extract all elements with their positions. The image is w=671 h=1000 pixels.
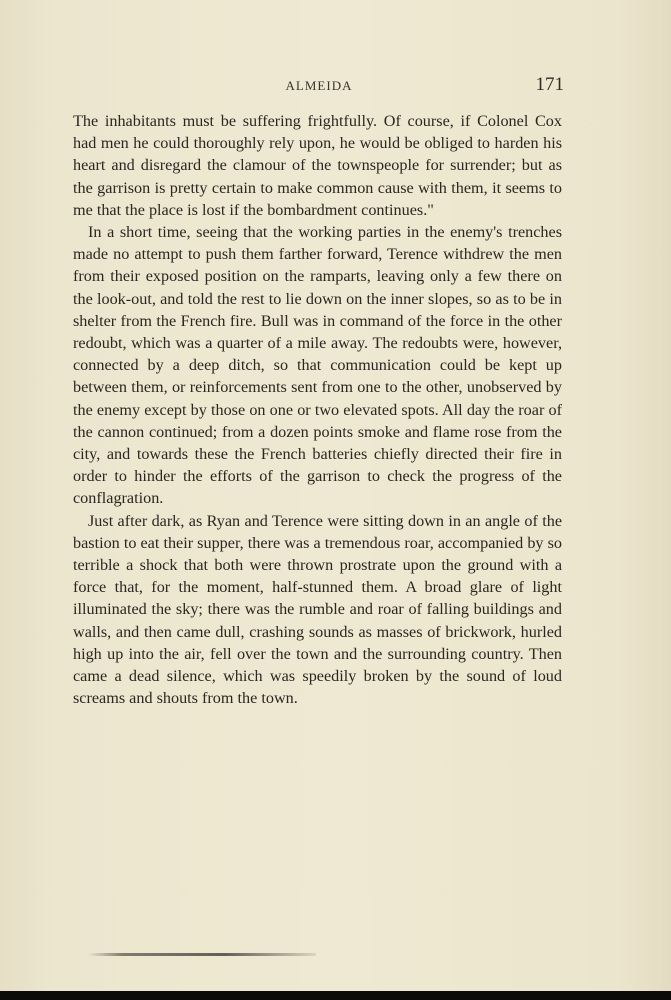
paragraph-3: Just after dark, as Ryan and Terence were sitting down in an angle of the bastion to eat their supper, there was a tremendous roar, accompanied by so terrible a shock that both were thrown prostrate upon the ground with a force that, for the moment, half-stunned them. A broad glare of light illuminated the sky; there was the rumble and roar of falling buildings and walls, and then came dull, crashing sounds as masses of brickwork, hurled high up into the air, fell over the town and the surrounding country. Then came a dead silence, which was speedily broken by the sound of loud screams and shouts from the town. [73, 511, 562, 708]
paragraph-2: In a short time, seeing that the working parties in the enemy's trenches made no attempt to push them farther forward, Terence withdrew the men from their exposed position on the ramparts, leaving only a few there on the look-out, and told the rest to lie down on the inner slopes, so as to be in shelter from the French fire. Bull was in command of the force in the other redoubt, which was a quarter of a mile away. The redoubts were, however, connected by a deep ditch, so that communication could be kept up between them, or reinforcements sent from one to the other, unobserved by the enemy except by those on one or two elevated spots. All day the roar of the cannon continued; from a dozen points smoke and flame rose from the city, and towards these the French batteries chiefly directed their fire in order to hinder the efforts of the garrison to check the progress of the conflagration. [73, 223, 562, 508]
body-text [73, 110, 562, 709]
scan-bottom-edge [0, 991, 671, 1000]
running-head [74, 74, 564, 98]
bottom-rule [88, 953, 316, 956]
paragraph-1: The inhabitants must be suffering frightfully. Of course, if Colonel Cox had men he could thoroughly rely upon, he would be obliged to harden his heart and disregard the clamour of the townspeople for surrender; but as the garrison is pretty certain to make common cause with them, it seems to me that the place is lost if the bombardment continues." [73, 112, 562, 219]
running-title: ALMEIDA [285, 78, 353, 93]
page-number: 171 [535, 74, 564, 95]
